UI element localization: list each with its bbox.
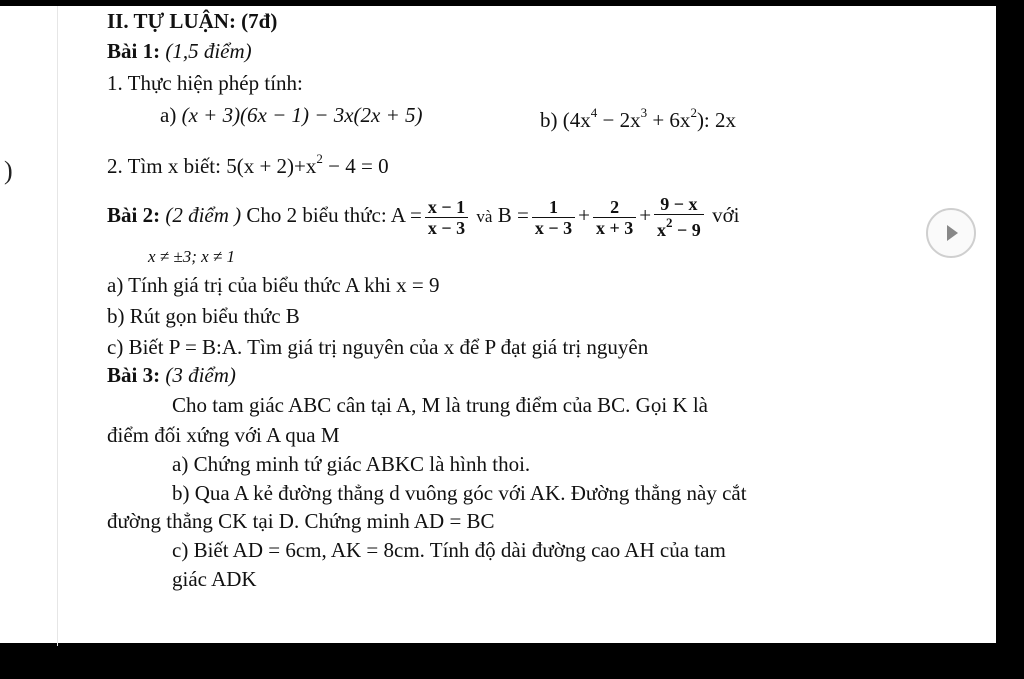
bai1-a-label: a) — [160, 103, 177, 127]
bai3-p1: Cho tam giác ABC cân tại A, M là trung điểm của BC. Gọi K là — [172, 393, 709, 417]
expr-A: A = $\frac{x - 1}{x - 3}$ — [391, 203, 477, 227]
bai3-p2: điểm đối xứng với A qua M — [107, 423, 340, 447]
bai2-heading — [107, 190, 740, 242]
bai1-b — [540, 102, 736, 133]
bai2-a: a) Tính giá trị của biểu thức A khi x = 9 — [107, 273, 440, 297]
bai1-q2-text: 2. Tìm x biết: — [107, 154, 221, 178]
play-icon — [928, 210, 974, 256]
bai3-b1: b) Qua A kẻ đường thẳng d vuông góc với AK. Đường thẳng này cắt — [172, 481, 747, 505]
bai1-q2-expr: $5(x + 2)+x^2 - 4 = 0$ — [226, 151, 389, 178]
bai3-c1: c) Biết AD = 6cm, AK = 8cm. Tính độ dài đường cao AH của tam — [172, 538, 726, 562]
with-word: với — [712, 203, 740, 227]
page-margin-line — [57, 6, 58, 646]
expr-B: B = $\frac{1}{x - 3}$ + $\frac{2}{x + 3}$ + $\frac{9 - x}{x^2 - 9}$ — [498, 203, 712, 227]
bai1-q2 — [107, 148, 389, 179]
bai1-q1: 1. Thực hiện phép tính: — [107, 71, 303, 95]
bai2-c: c) Biết P = B:A. Tìm giá trị nguyên của x để P đạt giá trị nguyên — [107, 335, 649, 359]
bai2-label: Bài 2: — [107, 203, 161, 227]
bai2-condition: x ≠ ±3; x ≠ 1 — [148, 247, 235, 266]
bai3-label: Bài 3: — [107, 363, 161, 387]
bai3-points: (3 điểm) — [165, 363, 236, 387]
section-title: II. TỰ LUẬN: (7đ) — [107, 9, 278, 33]
top-border — [0, 0, 1024, 6]
bai1-b-label: b) — [540, 108, 558, 132]
bai1-heading — [107, 38, 252, 64]
bai1-a — [160, 102, 423, 128]
bai1-label: Bài 1: — [107, 39, 161, 63]
and-word: và — [476, 207, 493, 226]
right-border — [996, 0, 1024, 679]
bai1-points: (1,5 điểm) — [165, 39, 252, 63]
play-button[interactable] — [926, 208, 976, 258]
bai3-heading — [107, 362, 236, 388]
bai2-intro: Cho 2 biểu thức: — [246, 203, 387, 227]
bai3-c2: giác ADK — [172, 567, 257, 591]
bai3-b2: đường thẳng CK tại D. Chứng minh AD = BC — [107, 509, 495, 533]
bai1-b-expr: $(4x^4 - 2x^3 + 6x^2)$: 2x — [562, 105, 737, 132]
bai2-points: (2 điểm ) — [165, 203, 242, 227]
bottom-border — [0, 643, 1024, 679]
bai1-a-expr: (x + 3)(6x − 1) − 3x(2x + 5) — [181, 103, 423, 127]
bai3-a: a) Chứng minh tứ giác ABKC là hình thoi. — [172, 452, 531, 476]
side-mark: ) — [4, 156, 13, 185]
bai2-b: b) Rút gọn biểu thức B — [107, 304, 300, 328]
